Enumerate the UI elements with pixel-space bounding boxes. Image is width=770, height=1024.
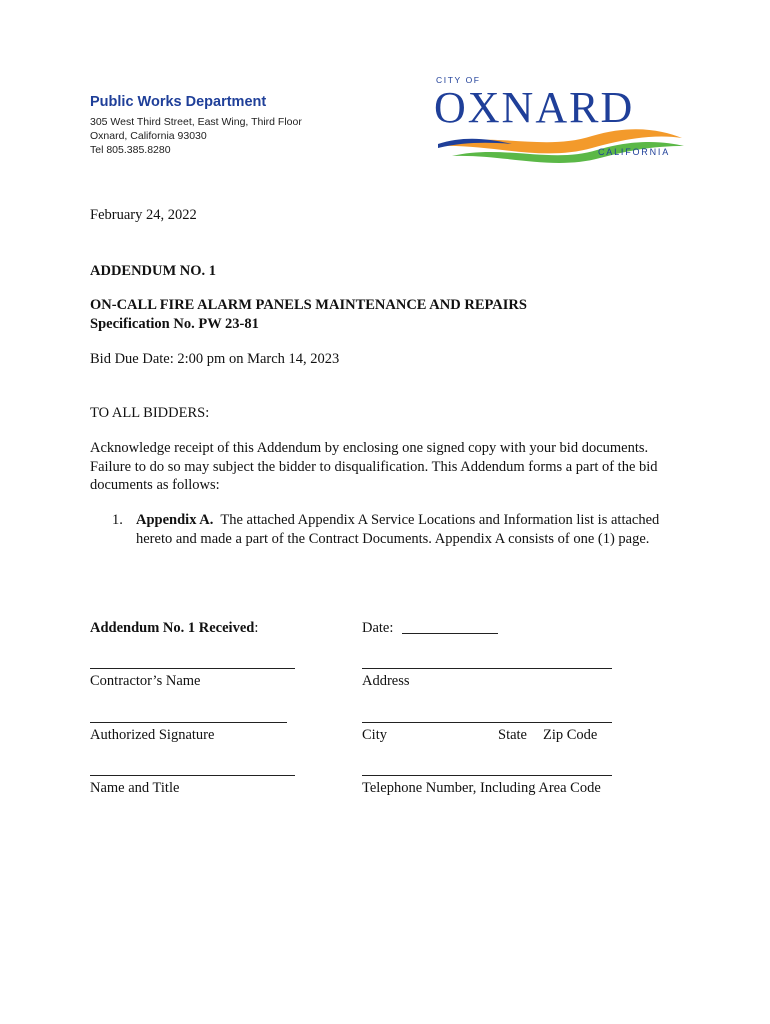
received-colon: : [254,620,259,636]
specification-number: Specification No. PW 23-81 [90,316,259,332]
phone-number: Tel 805.385.8280 [90,144,171,156]
address-line[interactable] [362,668,612,669]
address-label: Address [362,673,410,689]
address-line-2: Oxnard, California 93030 [90,130,207,142]
city-of-oxnard-logo [432,72,692,172]
department-name: Public Works Department [90,94,267,110]
contractor-name-label: Contractor’s Name [90,673,201,689]
date-label: Date: [362,620,394,636]
salutation: TO ALL BIDDERS: [90,405,210,421]
state-label: State [498,727,527,743]
item-heading: Appendix A. [136,512,214,528]
letter-date: February 24, 2022 [90,207,197,223]
item-text: The attached Appendix A Service Locations and Information list is attached hereto and made a part of the Contract Documents. Appendix A consists of one (1) page. [136,512,660,547]
project-title: ON-CALL FIRE ALARM PANELS MAINTENANCE AND REPAIRS [90,297,527,313]
authorized-signature-line[interactable] [90,722,287,723]
address-line-1: 305 West Third Street, East Wing, Third Floor [90,116,302,128]
item-appendix-a [136,511,681,548]
telephone-label: Telephone Number, Including Area Code [362,780,601,796]
city-label: City [362,727,387,743]
name-and-title-line[interactable] [90,775,295,776]
addendum-title: ADDENDUM NO. 1 [90,263,217,279]
logo-california: CALIFORNIA [598,147,671,157]
logo-city-of: CITY OF [436,75,481,85]
intro-paragraph: Acknowledge receipt of this Addendum by enclosing one signed copy with your bid documents. Failure to do so may subject the bidder to disqualification. This Addendum forms a part of the bid documents as follows: [90,440,658,493]
date-signature-line[interactable] [402,633,498,634]
item-number: 1. [112,512,123,528]
telephone-line[interactable] [362,775,612,776]
zip-code-label: Zip Code [543,727,598,743]
received-text: Addendum No. 1 Received [90,620,255,636]
received-label [90,619,258,638]
name-and-title-label: Name and Title [90,780,180,796]
contractor-name-line[interactable] [90,668,295,669]
city-state-zip-line[interactable] [362,722,612,723]
logo-name: OXNARD [434,83,635,132]
bid-due-date: Bid Due Date: 2:00 pm on March 14, 2023 [90,351,340,367]
authorized-signature-label: Authorized Signature [90,727,215,743]
